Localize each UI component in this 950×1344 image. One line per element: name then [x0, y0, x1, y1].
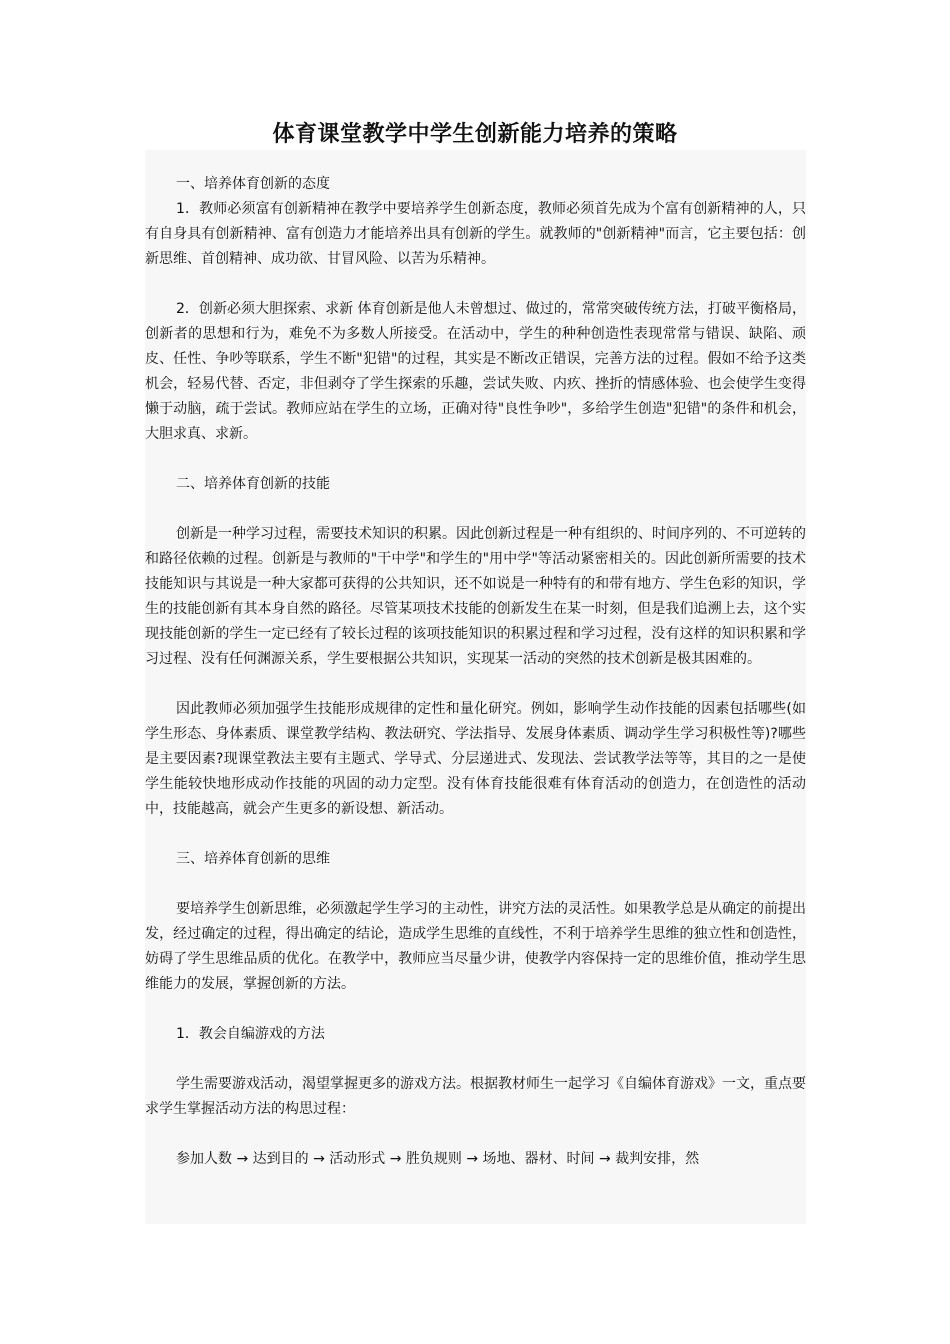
body-paragraph: 学生需要游戏活动，渴望掌握更多的游戏方法。根据教材师生一起学习《自编体育游戏》一文，重点要求学生掌握活动方法的构思过程： [145, 1076, 806, 1117]
section-heading: 二、培养体育创新的技能 [176, 476, 330, 492]
body-paragraph: 创新是一种学习过程，需要技术知识的积累。因此创新过程是一种有组织的、时间序列的、不可逆转的和路径依赖的过程。创新是与教师的"干中学"和学生的"用中学"等活动紧密相关的。因此创新所需要的技术技能知识与其说是一种大家都可获得的公共知识，还不如说是一种特有的和带有地方、学生色彩的知识，学生的技能创新有其本身自然的路径。尽管某项技术技能的创新发生在某一时刻，但是我们追溯上去，这个实现技能创新的学生一定已经有了较长过程的该项技能知识的积累过程和学习过程，没有这样的知识积累和学习过程、没有任何渊源关系，学生要根据公共知识，实现某一活动的突然的技术创新是极其困难的。 [145, 526, 806, 667]
paragraph-spacer [145, 497, 806, 522]
article-content [145, 172, 806, 1172]
paragraph-spacer [145, 1047, 806, 1072]
section-heading: 1．教会自编游戏的方法 [176, 1026, 325, 1042]
paragraph-spacer [145, 1122, 806, 1147]
paragraph-spacer [145, 822, 806, 847]
paragraph-spacer [145, 997, 806, 1022]
body-paragraph: 1．教师必须富有创新精神在教学中要培养学生创新态度，教师必须首先成为个富有创新精神的人，只有自身具有创新精神、富有创造力才能培养出具有创新的学生。就教师的"创新精神"而言，它主要包括：创新思维、首创精神、成功欲、甘冒风险、以苦为乐精神。 [145, 201, 806, 267]
body-paragraph: 2．创新必须大胆探索、求新 体育创新是他人未曾想过、做过的，常常突破传统方法，打破平衡格局，创新者的思想和行为，难免不为多数人所接受。在活动中，学生的种种创造性表现常常与错误、缺陷、顽皮、任性、争吵等联系，学生不断"犯错"的过程，其实是不断改正错误，完善方法的过程。假如不给予这类机会，轻易代替、否定，非但剥夺了学生探索的乐趣，尝试失败、内疚、挫折的情感体验、也会使学生变得懒于动脑，疏于尝试。教师应站在学生的立场，正确对待"良性争吵"，多给学生创造"犯错"的条件和机会，大胆求真、求新。 [145, 301, 806, 442]
paragraph-spacer [145, 272, 806, 297]
page-title: 体育课堂教学中学生创新能力培养的策略 [272, 122, 678, 147]
body-paragraph: 参加人数 → 达到目的 → 活动形式 → 胜负规则 → 场地、器材、时间 → 裁判安排，然 [176, 1151, 700, 1167]
section-heading: 三、培养体育创新的思维 [176, 851, 330, 867]
section-heading: 一、培养体育创新的态度 [176, 176, 330, 192]
body-paragraph: 因此教师必须加强学生技能形成规律的定性和量化研究。例如，影响学生动作技能的因素包括哪些(如学生形态、身体素质、课堂教学结构、教法研究、学法指导、发展身体素质、调动学生学习积极性等)?哪些是主要因素?现课堂教法主要有主题式、学导式、分层递进式、发现法、尝试教学法等等，其目的之一是使学生能较快地形成动作技能的巩固的动力定型。没有体育技能很难有体育活动的创造力，在创造性的活动中，技能越高，就会产生更多的新设想、新活动。 [145, 701, 806, 817]
paragraph-spacer [145, 447, 806, 472]
article-body [145, 150, 806, 1224]
body-paragraph: 要培养学生创新思维，必须激起学生学习的主动性，讲究方法的灵活性。如果教学总是从确定的前提出发，经过确定的过程，得出确定的结论，造成学生思维的直线性，不利于培养学生思维的独立性和创造性，妨碍了学生思维品质的优化。在教学中，教师应当尽量少讲，使教学内容保持一定的思维价值，推动学生思维能力的发展，掌握创新的方法。 [145, 901, 806, 992]
paragraph-spacer [145, 872, 806, 897]
paragraph-spacer [145, 672, 806, 697]
